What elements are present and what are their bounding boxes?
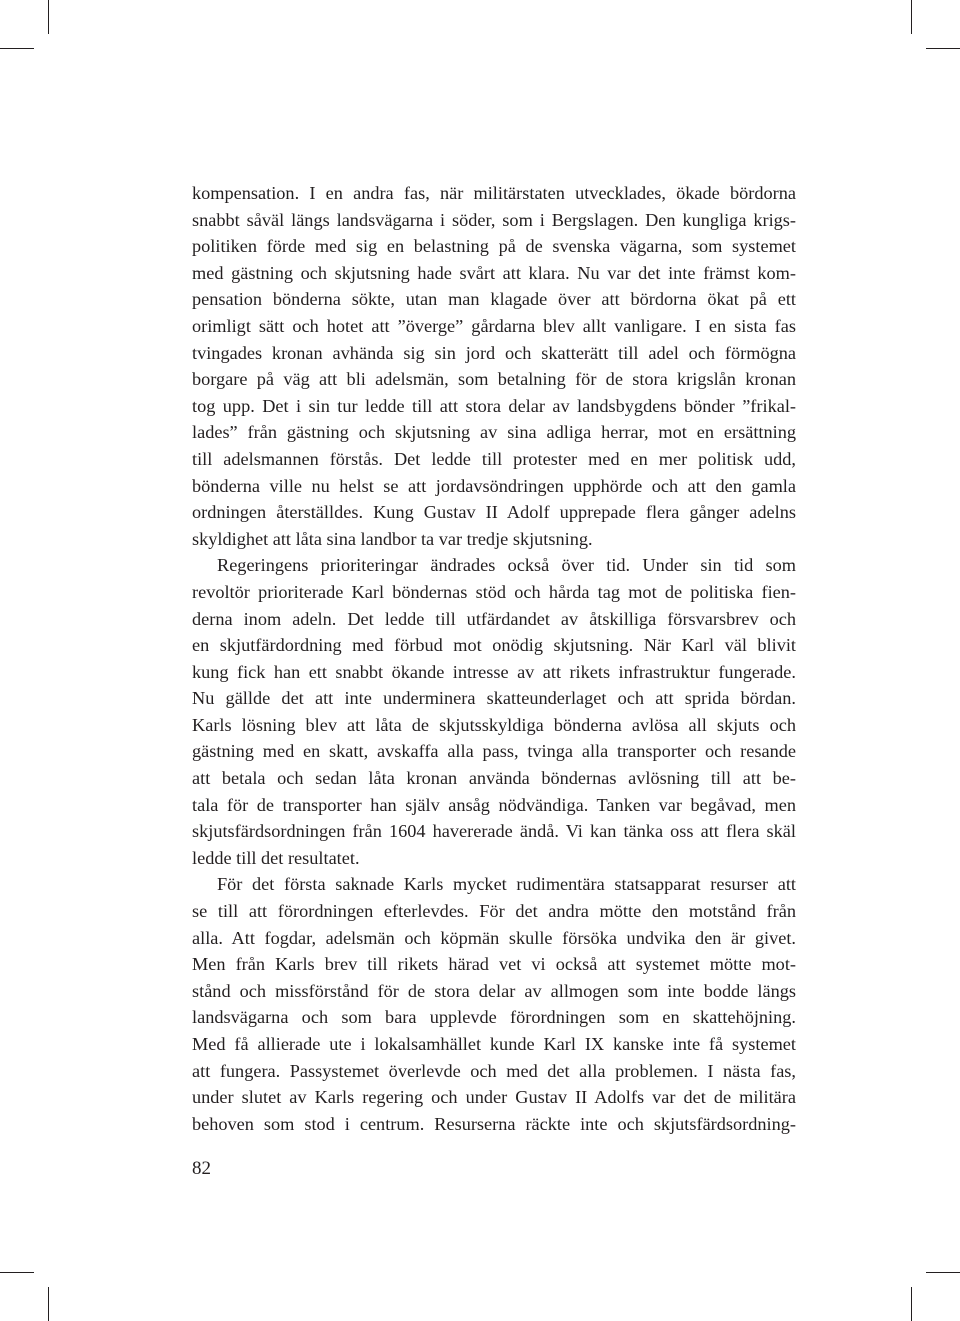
paragraph-end-line: skyldighet att låta sina landbor ta var tredje skjutsning.	[192, 528, 593, 549]
text-line: tog upp. Det i sin tur ledde till att stora delar av landsbygdens bönder ”frikal-	[192, 395, 796, 416]
text-line: politiken förde med sig en belastning på de svenska vägarna, som systemet	[192, 236, 796, 257]
text-line: Men från Karls brev till rikets härad vet vi också att systemet mötte mot-	[192, 954, 796, 975]
crop-mark-top-right	[911, 0, 912, 34]
text-line: stånd och missförstånd för de stora delar av allmogen som inte bodde längs	[192, 980, 796, 1001]
crop-mark-bottom-right-horizontal	[926, 1272, 960, 1273]
text-line: derna inom adeln. Det ledde till utfärdandet av åtskilliga försvarsbrev och	[192, 608, 796, 629]
text-line: Med få allierade ute i lokalsamhället kunde Karl IX kanske inte få systemet	[192, 1034, 796, 1054]
text-line: lades” från gästning och skjutsning av sina adliga herrar, mot en ersättning	[192, 422, 796, 443]
body-text	[192, 180, 796, 1137]
text-line: skjutsfärdsordningen från 1604 havererade ändå. Vi kan tänka oss att flera skäl	[192, 821, 796, 842]
crop-mark-top-left	[48, 0, 49, 34]
text-line: revoltör prioriterade Karl böndernas stöd och hårda tag mot de politiska fien-	[192, 581, 796, 602]
text-line: med gästning och skjutsning hade svårt att klara. Nu var det inte främst kom-	[192, 262, 796, 283]
text-line: Karls lösning blev att låta de skjutsskyldiga bönderna avlösa all skjuts och	[192, 714, 796, 735]
text-line: en skjutfärdordning med förbud mot onödig skjutsning. När Karl väl blivit	[192, 635, 796, 656]
text-line: alla. Att fogdar, adelsmän och köpmän skulle försöka undvika den är givet.	[192, 927, 796, 948]
text-line: att betala och sedan låta kronan använda böndernas avlösning till att be-	[192, 768, 796, 789]
text-line: bönderna ville nu helst se att jordavsöndringen upphörde och att den gamla	[192, 475, 796, 496]
text-line: borgare på väg att bli adelsmän, som betalning för de stora krigslån kronan	[192, 369, 796, 390]
text-line: ordningen återställdes. Kung Gustav II Adolf upprepade flera gånger adelns	[192, 502, 796, 523]
text-line: under slutet av Karls regering och under Gustav II Adolfs var det de militära	[192, 1087, 796, 1108]
text-line: Nu gällde det att inte underminera skatteunderlaget och att sprida bördan.	[192, 688, 796, 709]
crop-mark-bottom-right	[911, 1287, 912, 1321]
text-line: kung fick han ett snabbt ökande intresse av att rikets infrastruktur fungerade.	[192, 661, 796, 682]
text-line: tvingades kronan avhända sig sin jord och skatterätt till adel och förmögna	[192, 342, 796, 363]
paragraph-end-line: ledde till det resultatet.	[192, 847, 360, 868]
text-line: orimligt sätt och hotet att ”överge” gårdarna blev allt vanligare. I en sista fas	[192, 315, 796, 336]
page-number: 82	[192, 1158, 211, 1179]
text-line: pensation bönderna sökte, utan man klagade över att bördorna ökat på ett	[192, 289, 796, 310]
crop-mark-bottom-left	[48, 1287, 49, 1321]
paragraph-start-line: Regeringens prioriteringar ändrades också över tid. Under sin tid som	[217, 555, 796, 576]
text-line: kompensation. I en andra fas, när militärstaten utvecklades, ökade bördorna	[192, 183, 796, 203]
text-line: landsvägarna och som bara upplevde förordningen som en skattehöjning.	[192, 1007, 796, 1028]
text-line: snabbt såväl längs landsvägarna i söder, som i Bergslagen. Den kungliga krigs-	[192, 209, 796, 230]
text-line: behoven som stod i centrum. Resurserna räckte inte och skjutsfärdsordning-	[192, 1113, 796, 1134]
text-line: gästning med en skatt, avskaffa alla pass, tvinga alla transporter och resande	[192, 741, 796, 762]
text-line: tala för de transporter han själv ansåg nödvändiga. Tanken var begåvad, men	[192, 794, 796, 815]
crop-mark-bottom-left-horizontal	[0, 1272, 34, 1273]
text-line: att fungera. Passystemet överlevde och med det alla problemen. I nästa fas,	[192, 1060, 796, 1081]
crop-mark-top-left-horizontal	[0, 48, 34, 49]
paragraph-start-line: För det första saknade Karls mycket rudimentära statsapparat resurser att	[217, 874, 796, 895]
crop-mark-top-right-horizontal	[926, 48, 960, 49]
text-line: till adelsmannen förstås. Det ledde till protester med en mer politisk udd,	[192, 448, 796, 469]
text-line: se till att förordningen efterlevdes. För det andra mötte den motstånd från	[192, 901, 796, 922]
